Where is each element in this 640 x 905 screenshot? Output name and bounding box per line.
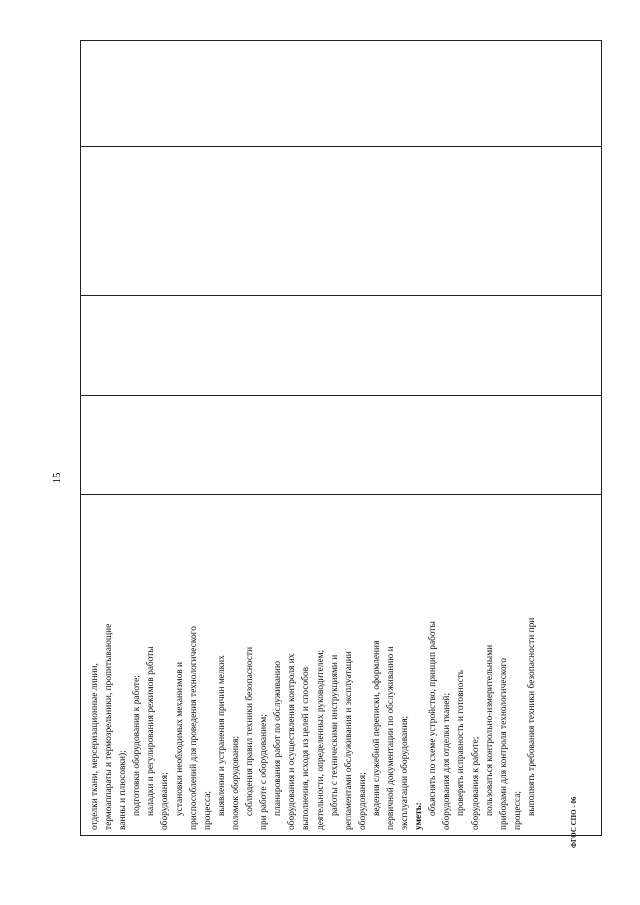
cell-text-line: оборудования к работе; bbox=[470, 736, 481, 830]
cell-text-line: уметь: bbox=[414, 802, 425, 830]
cell-text-line: соблюдения правил техники безопасности bbox=[245, 646, 256, 816]
table-border-bottom bbox=[80, 835, 602, 836]
table-row-divider bbox=[80, 395, 602, 396]
cell-text-line: первичной документации по обслуживанию и bbox=[385, 646, 396, 830]
cell-text-line: работы с техническими инструкциями и bbox=[329, 654, 340, 816]
table-row-divider bbox=[80, 295, 602, 296]
cell-text-line: приборами для контроля технологического bbox=[498, 658, 509, 830]
cell-text-line: установки необходимых механизмов и bbox=[174, 661, 185, 816]
cell-text-line: подготовки оборудования к работе; bbox=[132, 675, 143, 816]
cell-text-line: поломок оборудования; bbox=[230, 736, 241, 830]
cell-text-line: ванны и плюсовки); bbox=[118, 750, 129, 830]
cell-text-line: регламентами обслуживания и эксплуатации bbox=[343, 651, 354, 830]
cell-text-line: эксплуатации оборудования; bbox=[400, 715, 411, 830]
knowledge-skills-cell bbox=[88, 492, 575, 830]
cell-text-line: термоаппараты и термозрельники, пропитывающие bbox=[104, 623, 115, 830]
footer-document-code: ФГОС СПО - 06 bbox=[570, 796, 578, 848]
cell-text-line: деятельности, определенных руководителем; bbox=[315, 649, 326, 830]
cell-text-line: оборудования; bbox=[160, 772, 171, 830]
table-border-top bbox=[80, 40, 602, 41]
cell-text-line: наладки и регулирования режимов работы bbox=[146, 646, 157, 816]
cell-text-line: приспособлений для проведения технологического bbox=[188, 626, 199, 830]
cell-text-line: пользоваться контрольно-измерительными bbox=[484, 644, 495, 816]
cell-text-line: отделки ткани, мерсеризационные линии, bbox=[90, 663, 100, 830]
table-border-left bbox=[80, 40, 81, 836]
cell-text-line: процесса; bbox=[512, 790, 523, 830]
cell-text-line: оборудования и осуществления контроля их bbox=[287, 653, 298, 830]
page-number: 15 bbox=[51, 472, 63, 484]
cell-text-line: процесса; bbox=[202, 790, 213, 830]
cell-text-line: выявления и устранения причин мелких bbox=[216, 655, 227, 816]
cell-text-line: проверять исправность и готовность bbox=[456, 669, 467, 816]
cell-text-line: планирования работ по обслуживанию bbox=[273, 661, 284, 816]
cell-text-line: ведения служебной переписки, оформления bbox=[371, 640, 382, 816]
cell-text-line: выполнения, исходя из целей и способов bbox=[301, 666, 312, 830]
cell-text-line: при работе с оборудованием; bbox=[259, 714, 270, 830]
cell-text-line: оборудования для отделки тканей; bbox=[442, 692, 453, 830]
cell-text-line: объяснять по схеме устройство, принцип работы bbox=[428, 621, 439, 816]
cell-text-line: выполнять требования техники безопасности при bbox=[526, 617, 537, 816]
table-row-divider bbox=[80, 146, 602, 147]
table-border-right bbox=[601, 40, 602, 836]
cell-text-line: оборудования; bbox=[357, 772, 368, 830]
